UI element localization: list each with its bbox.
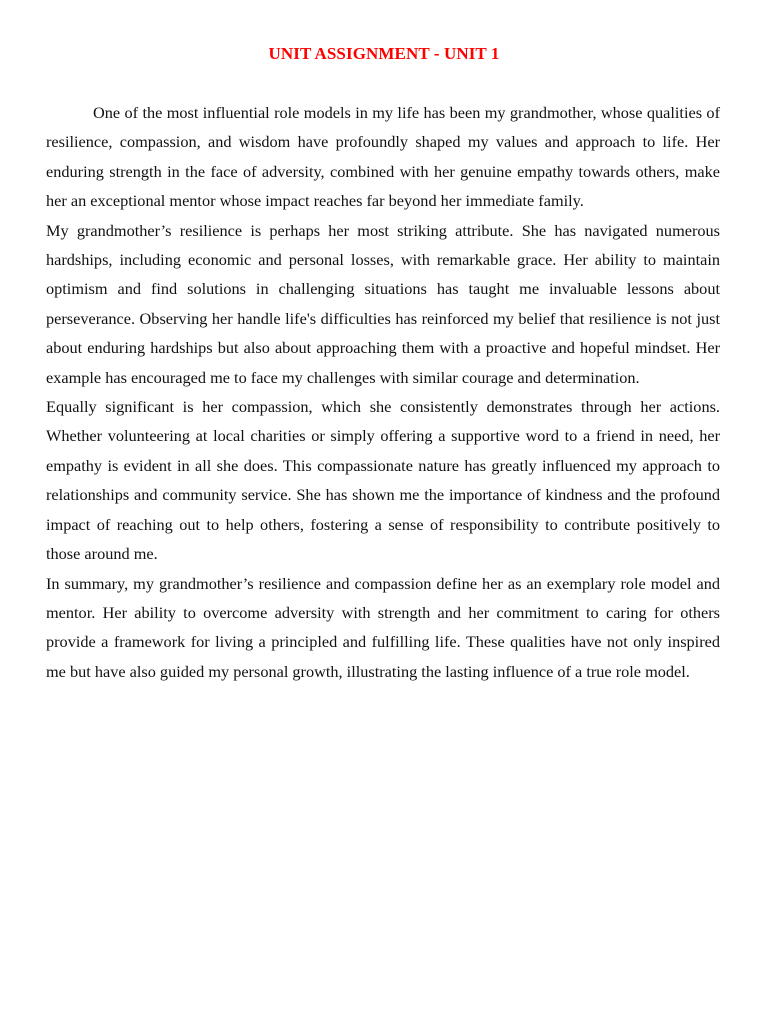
- paragraph-resilience: My grandmother’s resilience is perhaps her most striking attribute. She has navigated numerous hardships, including economic and personal losses, with remarkable grace. Her ability to maintain optimism and find solutions in challenging situations has taught me invaluable lessons about perseverance. Observing her handle life's difficulties has reinforced my belief that resilience is not just about enduring hardships but also about approaching them with a proactive and hopeful mindset. Her example has encouraged me to face my challenges with similar courage and determination.: [46, 220, 720, 387]
- document-body: [46, 98, 720, 686]
- paragraph-compassion: Equally significant is her compassion, which she consistently demonstrates through her actions. Whether volunteering at local charities or simply offering a supportive word to a friend in need, her empathy is evident in all she does. This compassionate nature has greatly influenced my approach to relationships and community service. She has shown me the importance of kindness and the profound impact of reaching out to help others, fostering a sense of responsibility to contribute positively to those around me.: [46, 397, 720, 564]
- page-title: UNIT ASSIGNMENT - UNIT 1: [268, 44, 500, 63]
- paragraph-summary: In summary, my grandmother’s resilience and compassion define her as an exemplary role model and mentor. Her ability to overcome adversity with strength and her commitment to caring for others provide a framework for living a principled and fulfilling life. These qualities have not only inspired me but have also guided my personal growth, illustrating the lasting influence of a true role model.: [46, 573, 720, 681]
- paragraph-introduction: One of the most influential role models in my life has been my grandmother, whose qualities of resilience, compassion, and wisdom have profoundly shaped my values and approach to life. Her enduring strength in the face of adversity, combined with her genuine empathy towards others, make her an exceptional mentor whose impact reaches far beyond her immediate family.: [46, 103, 720, 211]
